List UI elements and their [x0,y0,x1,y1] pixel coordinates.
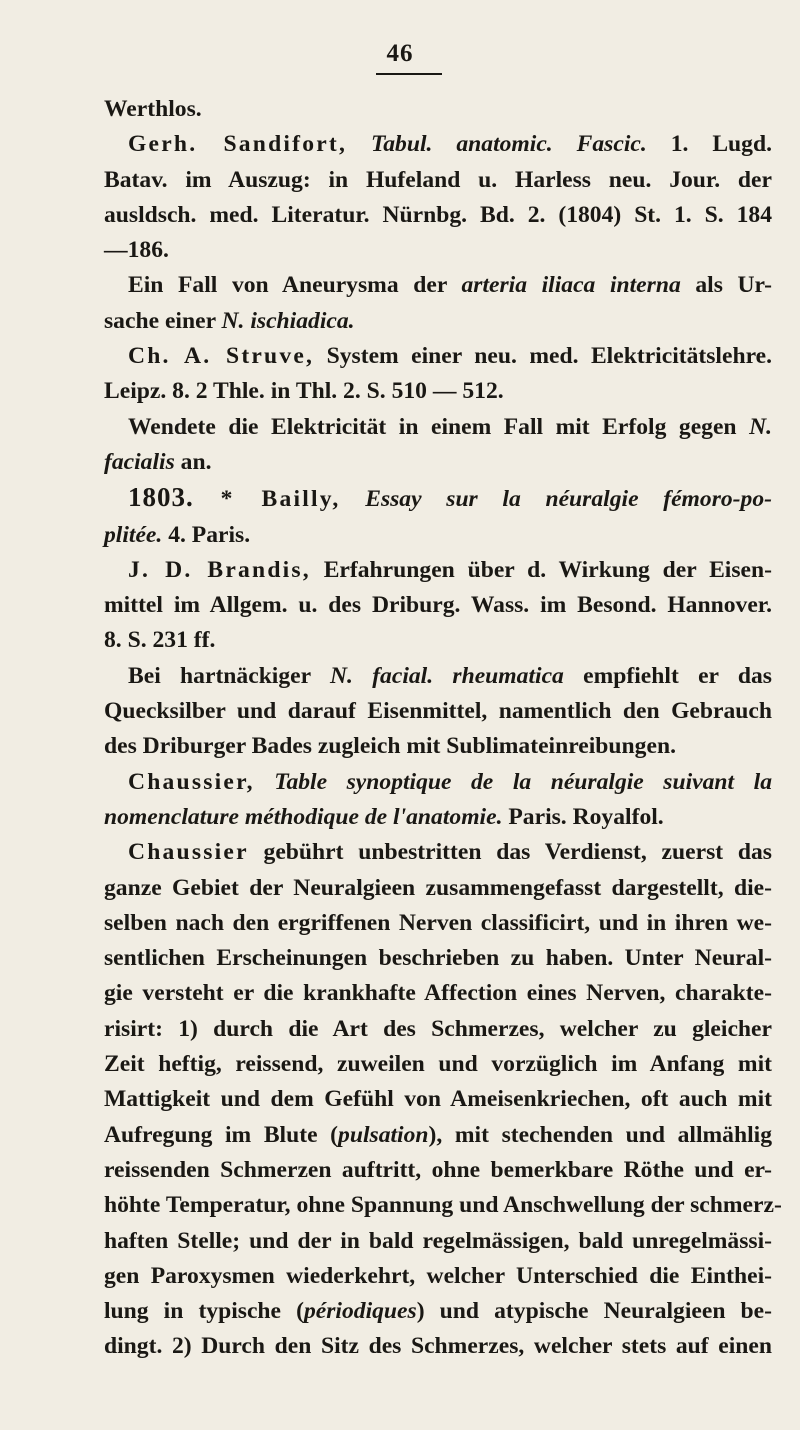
note-line: Wendete die Elektricität in einem Fall mit Erfolg gegen N. [128,413,772,440]
note-line: dingt. 2) Durch den Sitz des Schmerzes, welcher stets auf einen [104,1333,772,1360]
note-line: Chaussier gebührt unbestritten das Verdienst, zuerst das [128,839,772,866]
author-name: Gerh. Sandifort, [128,131,348,158]
note-line: Mattigkeit und dem Gefühl von Ameisenkriechen, oft auch mit [104,1086,772,1113]
text-line: Leipz. 8. 2 Thle. in Thl. 2. S. 510 — 512. [104,378,504,405]
text-line: ausldsch. med. Literatur. Nürnbg. Bd. 2. (1804) St. 1. S. 184 [104,201,772,228]
note-line: Zeit heftig, reissend, zuweilen und vorzüglich im Anfang mit [104,1051,772,1078]
author-name: Chaussier, [128,768,255,795]
note-line: facialis an. [104,448,212,475]
note-line: sache einer N. ischiadica. [104,307,355,334]
page-number-rule [376,73,442,75]
work-title: Table synoptique de la néuralgie suivant la [274,768,772,795]
citation-chaussier [104,765,772,800]
note-line: gen Paroxysmen wiederkehrt, welcher Unterschied die Einthei- [104,1262,772,1289]
author-name: * Bailly, [193,486,341,513]
work-title: Tabul. anatomic. Fascic. [371,131,647,158]
text-line: —186. [104,237,169,264]
text-line: plitée. 4. Paris. [104,521,251,548]
note-line: Bei hartnäckiger N. facial. rheumatica empfiehlt er das [128,662,772,689]
text-line: 8. S. 231 ff. [104,627,216,654]
note-line: Aufregung im Blute (pulsation), mit stechenden und allmählig [104,1121,772,1148]
note-line: reissenden Schmerzen auftritt, ohne bemerkbare Röthe und er- [104,1156,772,1183]
author-name: Ch. A. Struve, [128,343,315,370]
note-line: Ein Fall von Aneurysma der arteria iliaca interna als Ur- [128,272,773,299]
page-number: 46 [386,40,414,67]
citation-brandis: J. D. Brandis, Erfahrungen über d. Wirkung der Eisen- [128,556,772,583]
author-name: J. D. Brandis, [128,556,311,583]
text-line: Batav. im Auszug: in Hufeland u. Harless neu. Jour. der [104,166,772,193]
citation-bailly [104,480,772,517]
text-line: nomenclature méthodique de l'anatomie. Paris. Royalfol. [104,803,664,830]
note-line: des Driburger Bades zugleich mit Sublimateinreibungen. [104,733,676,760]
note-line: höhte Temperatur, ohne Spannung und Anschwellung der schmerz- [104,1192,782,1219]
note-line: selben nach den ergriffenen Nerven classificirt, und in ihren we- [104,909,772,936]
note-line: sentlichen Erscheinungen beschrieben zu haben. Unter Neural- [104,945,772,972]
page-text [104,92,782,1365]
note-line: lung in typische (périodiques) und atypische Neuralgieen be- [104,1298,773,1325]
work-title: Essay sur la néuralgie fémoro-po- [365,486,772,513]
text-line: mittel im Allgem. u. des Driburg. Wass. im Besond. Hannover. [104,592,772,619]
note-line: ganze Gebiet der Neuralgieen zusammengefasst dargestellt, die- [104,874,772,901]
citation-struve: Ch. A. Struve, System einer neu. med. Elektricitätslehre. [128,343,773,370]
note-line: Quecksilber und darauf Eisenmittel, namentlich den Gebrauch [104,698,772,725]
note-line: haften Stelle; und der in bald regelmässigen, bald unregelmässi- [104,1227,772,1254]
note-line: gie versteht er die krankhafte Affection eines Nerven, charakte- [104,980,772,1007]
text-line: Werthlos. [104,96,202,122]
note-line: risirt: 1) durch die Art des Schmerzes, welcher zu gleicher [104,1015,772,1042]
year-heading: 1803. [128,482,194,513]
citation-sandifort: Gerh. Sandifort, Tabul. anatomic. Fascic. 1. Lugd. [128,131,772,158]
